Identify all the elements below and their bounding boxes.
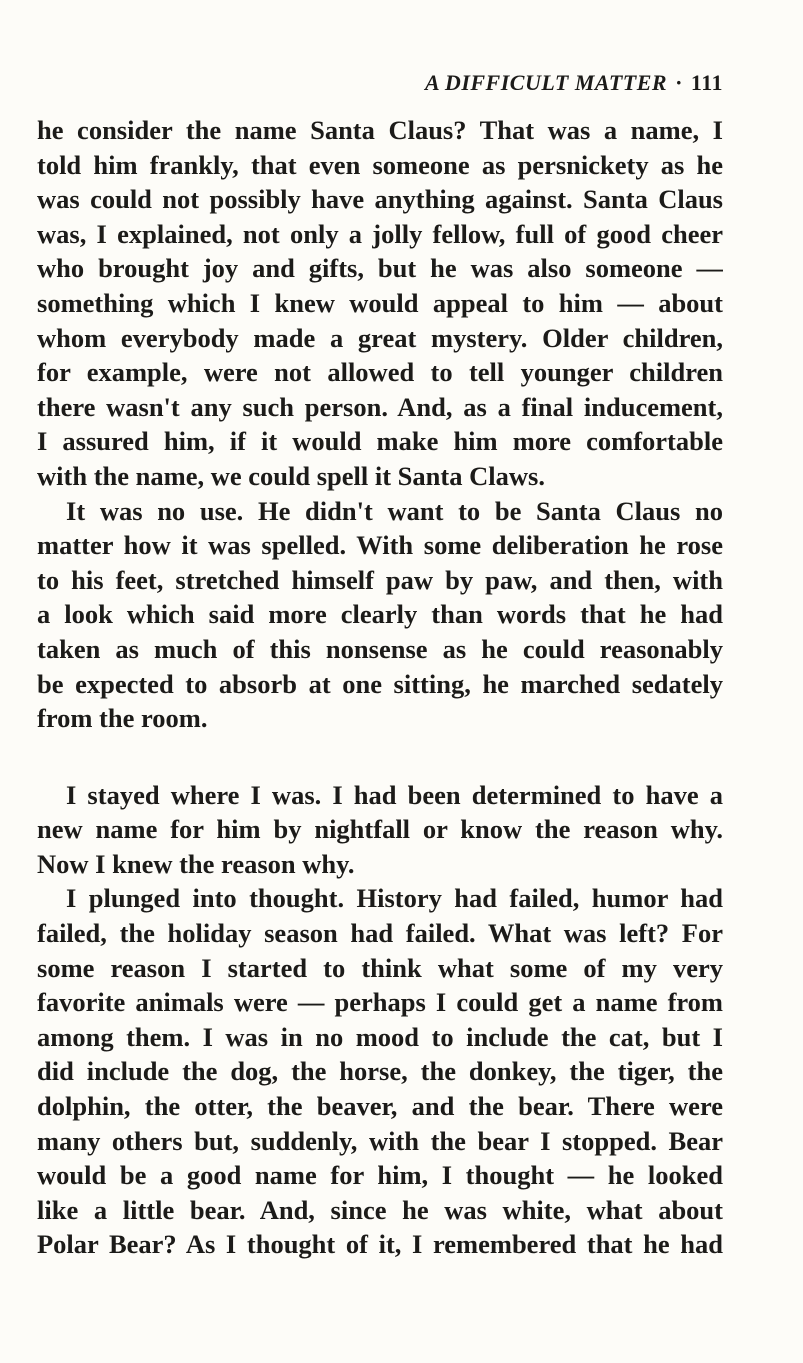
text-line: dolphin, the otter, the beaver, and the bear. There were [37, 1091, 723, 1122]
text-line: would be a good name for him, I thought — he looked [37, 1160, 723, 1191]
text-line: among them. I was in no mood to include the cat, but I [37, 1021, 723, 1052]
running-head [425, 70, 723, 96]
text-line: taken as much of this nonsense as he could reasonably [37, 633, 723, 664]
text-line: who brought joy and gifts, but he was also someone — [37, 253, 723, 284]
text-line: told him frankly, that even someone as persnickety as he [37, 149, 723, 180]
text-line: was could not possibly have anything against. Santa Claus [37, 184, 723, 215]
text-line: It was no use. He didn't want to be Santa Claus no [66, 495, 723, 526]
text-line: be expected to absorb at one sitting, he marched sedately [37, 668, 723, 699]
text-line: new name for him by nightfall or know the reason why. [37, 814, 723, 845]
text-line: failed, the holiday season had failed. What was left? For [37, 918, 723, 949]
chapter-title: A DIFFICULT MATTER [424, 70, 668, 95]
text-line: favorite animals were — perhaps I could get a name from [37, 987, 723, 1018]
text-line: did include the dog, the horse, the donkey, the tiger, the [37, 1056, 723, 1087]
text-line: matter how it was spelled. With some deliberation he rose [37, 530, 723, 561]
text-line: I assured him, if it would make him more comfortable [37, 426, 723, 457]
page-number: 111 [690, 70, 723, 95]
text-line: to his feet, stretched himself paw by paw, and then, with [37, 564, 723, 595]
text-line: something which I knew would appeal to him — about [37, 287, 723, 318]
text-line: for example, were not allowed to tell younger children [37, 357, 723, 388]
section-break [37, 736, 723, 778]
text-line: whom everybody made a great mystery. Older children, [37, 322, 723, 353]
text-line: Polar Bear? As I thought of it, I remembered that he had [37, 1229, 723, 1260]
text-line: with the name, we could spell it Santa Claws. [37, 460, 545, 491]
text-line: some reason I started to think what some of my very [37, 952, 723, 983]
text-line: like a little bear. And, since he was white, what about [37, 1194, 723, 1225]
body-text [37, 113, 723, 1262]
text-line: many others but, suddenly, with the bear I stopped. Bear [37, 1125, 723, 1156]
text-line: was, I explained, not only a jolly fellow, full of good cheer [37, 218, 723, 249]
text-line: a look which said more clearly than words that he had [37, 599, 723, 630]
header-separator: · [675, 70, 683, 95]
text-line: from the room. [37, 703, 208, 734]
text-line: I stayed where I was. I had been determined to have a [66, 779, 723, 810]
text-line: he consider the name Santa Claus? That was a name, I [37, 115, 723, 145]
text-line: I plunged into thought. History had failed, humor had [66, 883, 723, 914]
text-line: Now I knew the reason why. [37, 848, 355, 879]
text-line: there wasn't any such person. And, as a final inducement, [37, 391, 723, 422]
